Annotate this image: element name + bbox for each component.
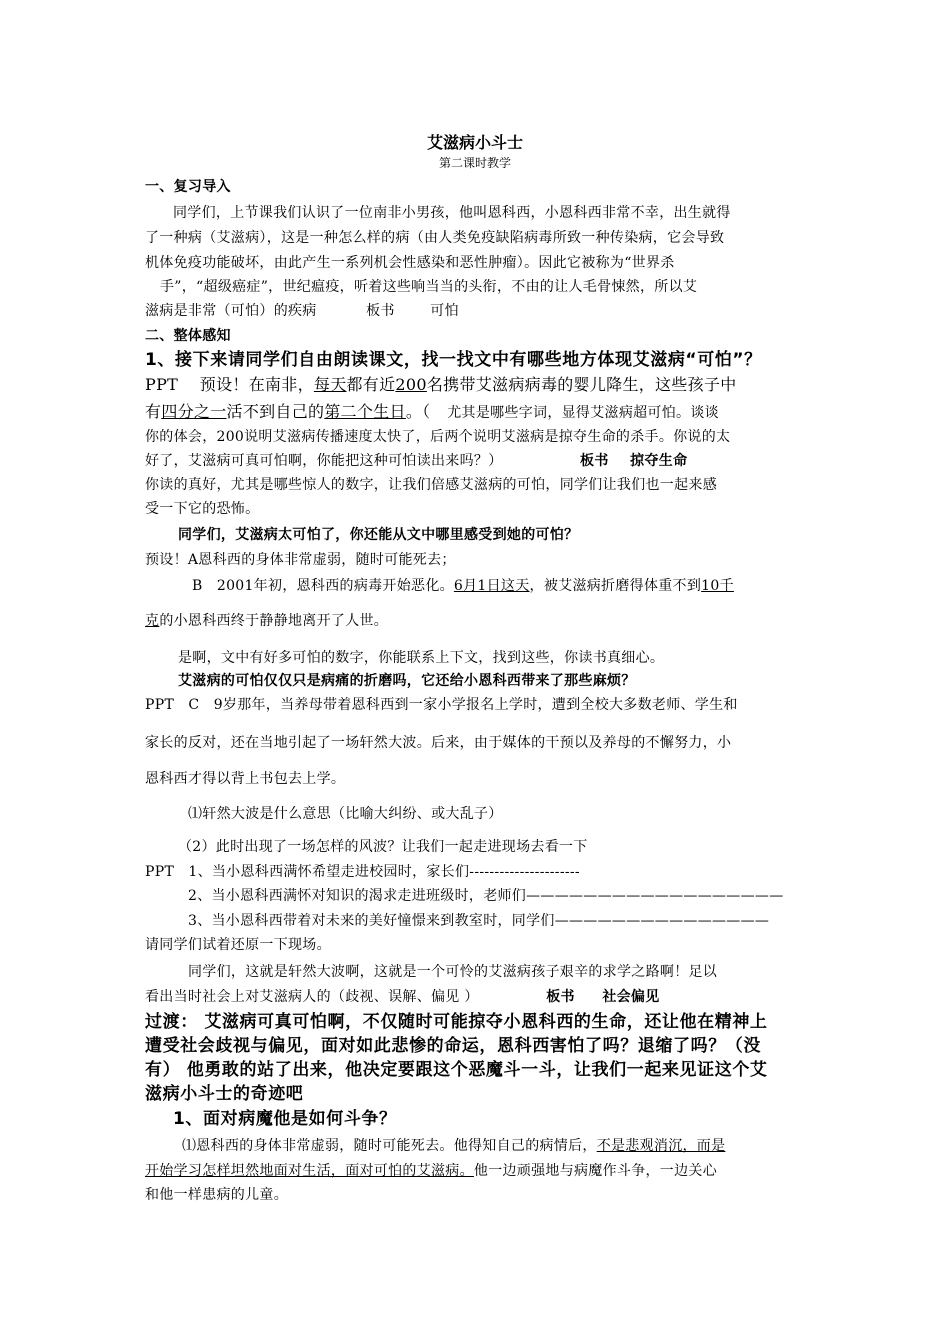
paragraph-line: 机体免疫功能破坏，由此产生一系列机会性感染和恶性肿瘤）。因此它被称为“世界杀 bbox=[145, 255, 675, 271]
ppt-line: 恩科西才得以背上书包去上学。 bbox=[145, 771, 346, 787]
paragraph-line: 同学们，上节课我们认识了一位南非小男孩，他叫恩科西，小恩科西非常不幸，出生就得 bbox=[173, 205, 731, 221]
paragraph-line: 你的体会，200说明艾滋病传播速度太快了，后两个说明艾滋病是掠夺生命的杀手。你说的太 bbox=[145, 429, 731, 445]
ppt-line: PPT C 9岁那年，当养母带着恩科西到一家小学报名上学时，遭到全校大多数老师、学生和 bbox=[145, 697, 738, 713]
underlined-text: 每天 bbox=[313, 375, 347, 394]
paragraph-line bbox=[192, 576, 860, 596]
paragraph-line bbox=[145, 451, 813, 471]
transition-line: 滋病小斗士的奇迹吧 bbox=[145, 1084, 304, 1104]
section-heading-review: 一、复习导入 bbox=[145, 179, 231, 195]
paragraph-line bbox=[182, 1136, 850, 1156]
paragraph-line: 了一种病（艾滋病），这是一种怎么样的病（由人类免疫缺陷病毒所致一种传染病，它会导致 bbox=[145, 230, 725, 246]
question-heading: 1、接下来请同学们自由朗读课文，找一找文中有哪些地方体现艾滋病“可怕”？ bbox=[145, 350, 762, 370]
board-label: 板书 bbox=[546, 989, 575, 1005]
underlined-text: 开始学习怎样坦然地面对生活，面对可怕的艾滋病。 bbox=[145, 1163, 474, 1179]
underlined-text: 不是悲观消沉，而是 bbox=[596, 1138, 726, 1154]
underlined-text: 10千 bbox=[701, 578, 734, 594]
ppt-text: 有 bbox=[145, 402, 162, 421]
paragraph-line bbox=[145, 1161, 813, 1181]
board-label: 板书 bbox=[580, 453, 609, 469]
board-word: 可怕 bbox=[430, 303, 459, 319]
ppt-line bbox=[145, 401, 813, 423]
scene-line: 请同学们试着还原一下现场。 bbox=[145, 937, 331, 953]
paragraph-text: ⑴恩科西的身体非常虚弱，随时可能死去。他得知自己的病情后， bbox=[182, 1138, 597, 1154]
underlined-text: 克 bbox=[145, 613, 160, 629]
paragraph-text: 好了，艾滋病可真可怕啊，你能把这种可怕读出来吗？） bbox=[145, 453, 503, 469]
paragraph-line: 和他一样患病的儿童。 bbox=[145, 1187, 288, 1203]
doc-subtitle: 第二课时教学 bbox=[438, 156, 511, 170]
underlined-text: 6月1日这天 bbox=[453, 578, 530, 594]
transition-line: 有） 他勇敢的站了出来，他决定要跟这个恶魔斗一斗，让我们一起来见证这个艾 bbox=[145, 1060, 768, 1080]
question-heading: 艾滋病的可怕仅仅只是病痛的折磨吗，它还给小恩科西带来了那些麻烦？ bbox=[178, 673, 636, 689]
paragraph-line bbox=[145, 611, 813, 631]
paragraph-text: 的小恩科西终于静静地离开了人世。 bbox=[159, 613, 389, 629]
paragraph-text: B 2001年初，恩科西的病毒开始恶化。 bbox=[192, 578, 454, 594]
ppt-text: 活不到自己的 bbox=[226, 402, 325, 421]
scene-line: 2、当小恩科西满怀对知识的渴求走进班级时，老师们—————————————————— bbox=[188, 888, 784, 904]
ppt-line: 家长的反对，还在当地引起了一场轩然大波。后来，由于媒体的干预以及养母的不懈努力，小 bbox=[145, 735, 732, 751]
transition-line: 遭受社会歧视与偏见，面对如此悲惨的命运，恩科西害怕了吗？退缩了吗？（没 bbox=[145, 1036, 761, 1056]
underlined-text: 第二个生日 bbox=[324, 402, 406, 421]
ppt-text: PPT 预设！在南非， bbox=[145, 375, 314, 394]
section-heading-overview: 二、整体感知 bbox=[145, 328, 231, 344]
paragraph-line: 是啊，文中有好多可怕的数字，你能联系上下文，找到这些，你读书真细心。 bbox=[178, 650, 665, 666]
board-word: 掠夺生命 bbox=[630, 453, 688, 469]
ppt-text: 名携带艾滋病病毒的婴儿降生，这些孩子中 bbox=[426, 375, 737, 394]
ppt-text: 。（ bbox=[405, 402, 431, 421]
ppt-line bbox=[145, 374, 813, 396]
underlined-text: 四分之一 bbox=[161, 402, 227, 421]
doc-title: 艾滋病小斗士 bbox=[426, 133, 523, 152]
ppt-text: 尤其是哪些字词，显得艾滋病超可怕。谈谈 bbox=[447, 405, 719, 421]
paragraph-text: ，被艾滋病折磨得体重不到 bbox=[529, 578, 702, 594]
ppt-text: 都有近 bbox=[346, 375, 396, 394]
board-word: 社会偏见 bbox=[602, 989, 660, 1005]
paragraph-line: 你读的真好，尤其是哪些惊人的数字，让我们倍感艾滋病的可怕，同学们让我们也一起来感 bbox=[145, 477, 717, 493]
paragraph-line bbox=[145, 987, 813, 1007]
underlined-text: 200 bbox=[395, 375, 427, 394]
transition-line: 过渡： 艾滋病可真可怕啊，不仅随时可能掠夺小恩科西的生命，还让他在精神上 bbox=[145, 1012, 768, 1032]
paragraph-line: 受一下它的恐怖。 bbox=[145, 501, 260, 517]
paragraph-line: 手”，“超级癌症”，世纪瘟疫，听着这些响当当的头衔，不由的让人毛骨悚然，所以艾 bbox=[160, 279, 698, 295]
paragraph-text: 他一边顽强地与病魔作斗争，一边关心 bbox=[473, 1163, 718, 1179]
scene-line: PPT 1、当小恩科西满怀希望走进校园时，家长们---------------------- bbox=[145, 864, 580, 880]
paragraph-text: 滋病是非常（可怕）的疾病 bbox=[145, 303, 317, 319]
paragraph-line bbox=[145, 301, 813, 321]
question-heading: 同学们，艾滋病太可怕了，你还能从文中哪里感受到她的可怕？ bbox=[178, 527, 579, 543]
note-line: ⑴轩然大波是什么意思（比喻大纠纷、或大乱子） bbox=[188, 806, 503, 822]
paragraph-line: 同学们，这就是轩然大波啊，这就是一个可怜的艾滋病孩子艰辛的求学之路啊！足以 bbox=[188, 964, 718, 980]
question-heading: 1、面对病魔他是如何斗争？ bbox=[173, 1109, 397, 1129]
board-label: 板书 bbox=[366, 303, 395, 319]
paragraph-text: 看出当时社会上对艾滋病人的（歧视、误解、偏见 ） bbox=[145, 989, 479, 1005]
note-line: （2）此时出现了一场怎样的风波？让我们一起走进现场去看一下 bbox=[178, 839, 588, 855]
paragraph-line: 预设！A恩科西的身体非常虚弱，随时可能死去； bbox=[145, 552, 456, 568]
scene-line: 3、当小恩科西带着对未来的美好憧憬来到教室时，同学们——————————————— bbox=[188, 913, 770, 929]
